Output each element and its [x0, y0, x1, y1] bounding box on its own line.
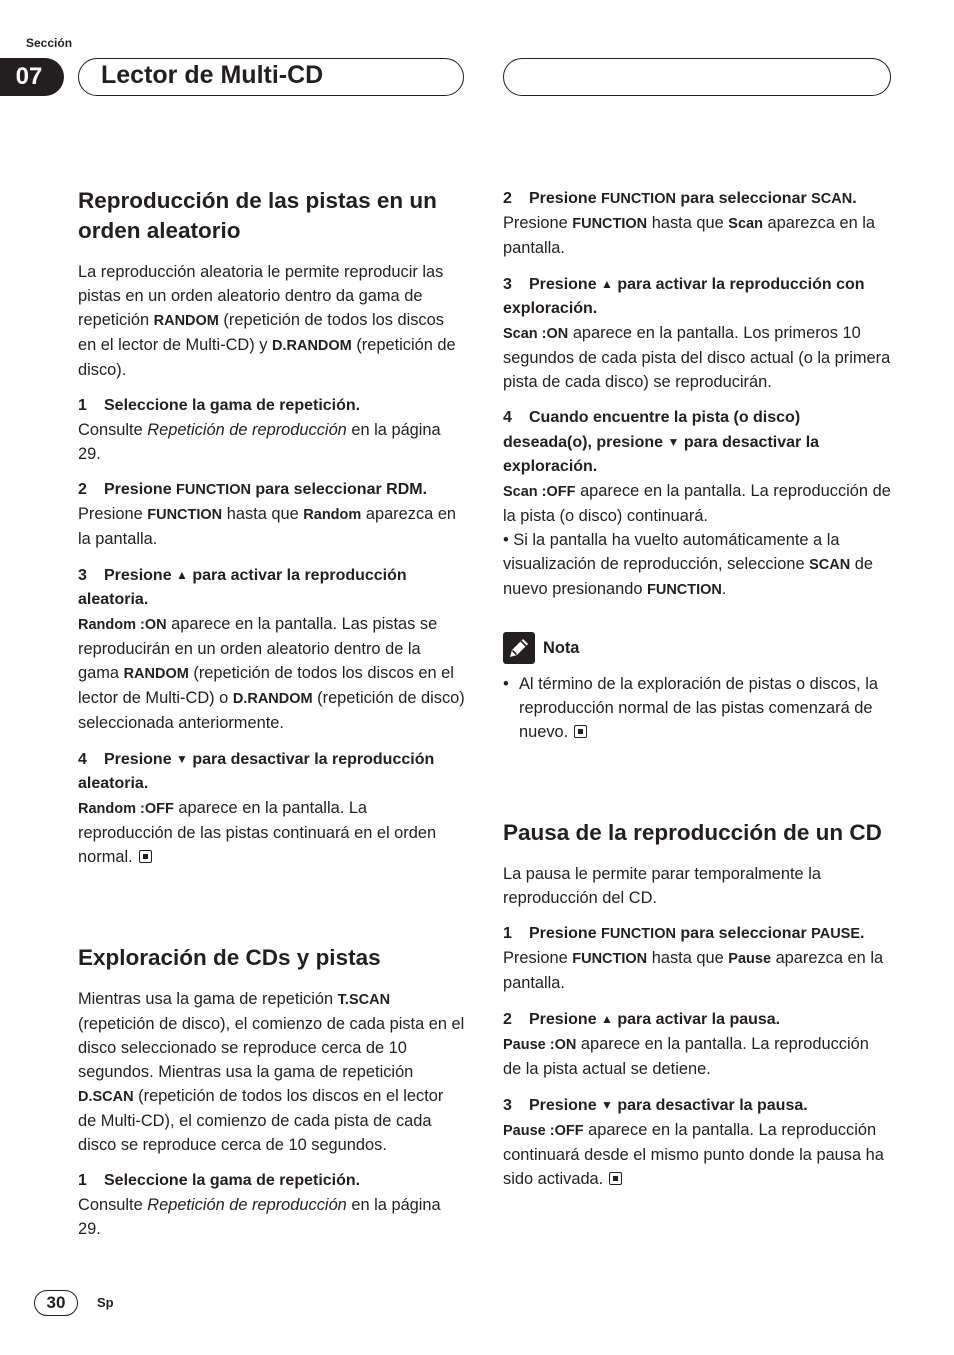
random-step-3-text: Random :ON aparece en la pantalla. Las pistas se reproducirán en un orden aleatorio dentro de la gama RANDOM (repetición de todos los discos en el lector de Multi-CD) o D.RANDOM (repetición de disco) seleccionada anteriormente. — [78, 615, 465, 732]
pause-step-2-text: Pause :ON aparece en la pantalla. La reproducción de la pista actual se detiene. — [503, 1035, 869, 1078]
chapter-title-box — [78, 58, 464, 96]
end-mark-icon — [574, 725, 587, 738]
up-arrow-icon: ▲ — [176, 568, 188, 582]
scan-step-3-text: Scan :ON aparece en la pantalla. Los primeros 10 segundos de cada pista del disco actual (o la primera pista de cada disco) se reproducirán. — [503, 324, 891, 391]
right-column — [503, 187, 891, 1191]
random-intro: La reproducción aleatoria le permite reproducir las pistas en un orden aleatorio dentro da gama de repetición RANDOM (repetición de todos los discos en el lector de Multi-CD) y D.RANDOM (repetición de disco). — [78, 263, 456, 379]
end-mark-icon — [139, 850, 152, 863]
down-arrow-icon: ▼ — [601, 1098, 613, 1112]
note-item: • Al término de la exploración de pistas o discos, la reproducción normal de las pistas comenzará de nuevo. — [503, 675, 878, 741]
random-step-1-title: 1 Seleccione la gama de repetición. — [78, 397, 361, 414]
up-arrow-icon: ▲ — [601, 1012, 613, 1026]
random-step-1-text: Consulte Repetición de reproducción en la página 29. — [78, 421, 441, 463]
note-header — [503, 632, 891, 664]
pause-intro: La pausa le permite parar temporalmente la reproducción del CD. — [503, 865, 821, 907]
random-step-4-title: 4 Presione ▼ para desactivar la reproducción aleatoria. — [78, 751, 435, 792]
pause-step-1-text: Presione FUNCTION hasta que Pause aparezca en la pantalla. — [503, 949, 884, 992]
scan-step-1-title: 1 Seleccione la gama de repetición. — [78, 1172, 361, 1189]
up-arrow-icon: ▲ — [601, 277, 613, 291]
scan-step-4-bullet: • Si la pantalla ha vuelto automáticamente a la visualización de reproducción, seleccione SCAN de nuevo presionando FUNCTION. — [503, 531, 874, 598]
pause-step-3-text: Pause :OFF aparece en la pantalla. La reproducción continuará desde el mismo punto donde la pausa ha sido activada. — [503, 1121, 884, 1188]
section-number-tab: 07 — [0, 58, 64, 96]
section-heading-random: Reproducción de las pistas en un orden aleatorio — [78, 188, 437, 243]
pause-step-2-title: 2 Presione ▲ para activar la pausa. — [503, 1011, 781, 1028]
note-label: Nota — [543, 639, 580, 657]
scan-intro: Mientras usa la gama de repetición T.SCAN (repetición de disco), el comienzo de cada pista en el disco seleccionado se reproduce cerca de 10 segundos. Mientras usa la gama de repetición D.SCAN (repetición de todos los discos en el lector de Multi-CD), el comienzo de cada pista de cada disco se reproduce cerca de 10 segundos. — [78, 990, 465, 1154]
note-pencil-icon — [503, 632, 535, 664]
random-step-2-title: 2 Presione FUNCTION para seleccionar RDM. — [78, 481, 428, 498]
page-number: 30 — [34, 1290, 78, 1316]
down-arrow-icon: ▼ — [667, 435, 680, 449]
scan-step-2-title: 2 Presione FUNCTION para seleccionar SCAN. — [503, 190, 857, 207]
scan-step-2-text: Presione FUNCTION hasta que Scan aparezca en la pantalla. — [503, 214, 876, 257]
chapter-title: Lector de Multi-CD — [101, 61, 324, 89]
section-heading-scan: Exploración de CDs y pistas — [78, 945, 381, 970]
header-empty-box — [503, 58, 891, 96]
random-step-3-title: 3 Presione ▲ para activar la reproducción aleatoria. — [78, 567, 407, 608]
section-heading-pause: Pausa de la reproducción de un CD — [503, 820, 882, 845]
left-column — [78, 186, 466, 1241]
pause-step-3-title: 3 Presione ▼ para desactivar la pausa. — [503, 1097, 808, 1114]
end-mark-icon — [609, 1172, 622, 1185]
scan-step-4-title: 4 Cuando encuentre la pista (o disco) deseada(o), presione ▼ para desactivar la exploración. — [503, 409, 820, 475]
random-step-4-text: Random :OFF aparece en la pantalla. La reproducción de las pistas continuará en el orden normal. — [78, 799, 437, 866]
pause-step-1-title: 1 Presione FUNCTION para seleccionar PAUSE. — [503, 925, 865, 942]
random-step-2-text: Presione FUNCTION hasta que Random aparezca en la pantalla. — [78, 505, 457, 548]
language-code: Sp — [97, 1295, 114, 1310]
scan-step-1-text: Consulte Repetición de reproducción en la página 29. — [78, 1196, 441, 1238]
down-arrow-icon: ▼ — [176, 752, 188, 766]
scan-step-4-text: Scan :OFF aparece en la pantalla. La reproducción de la pista (o disco) continuará. — [503, 482, 891, 525]
scan-step-3-title: 3 Presione ▲ para activar la reproducción con exploración. — [503, 276, 865, 317]
section-label: Sección — [26, 36, 73, 50]
